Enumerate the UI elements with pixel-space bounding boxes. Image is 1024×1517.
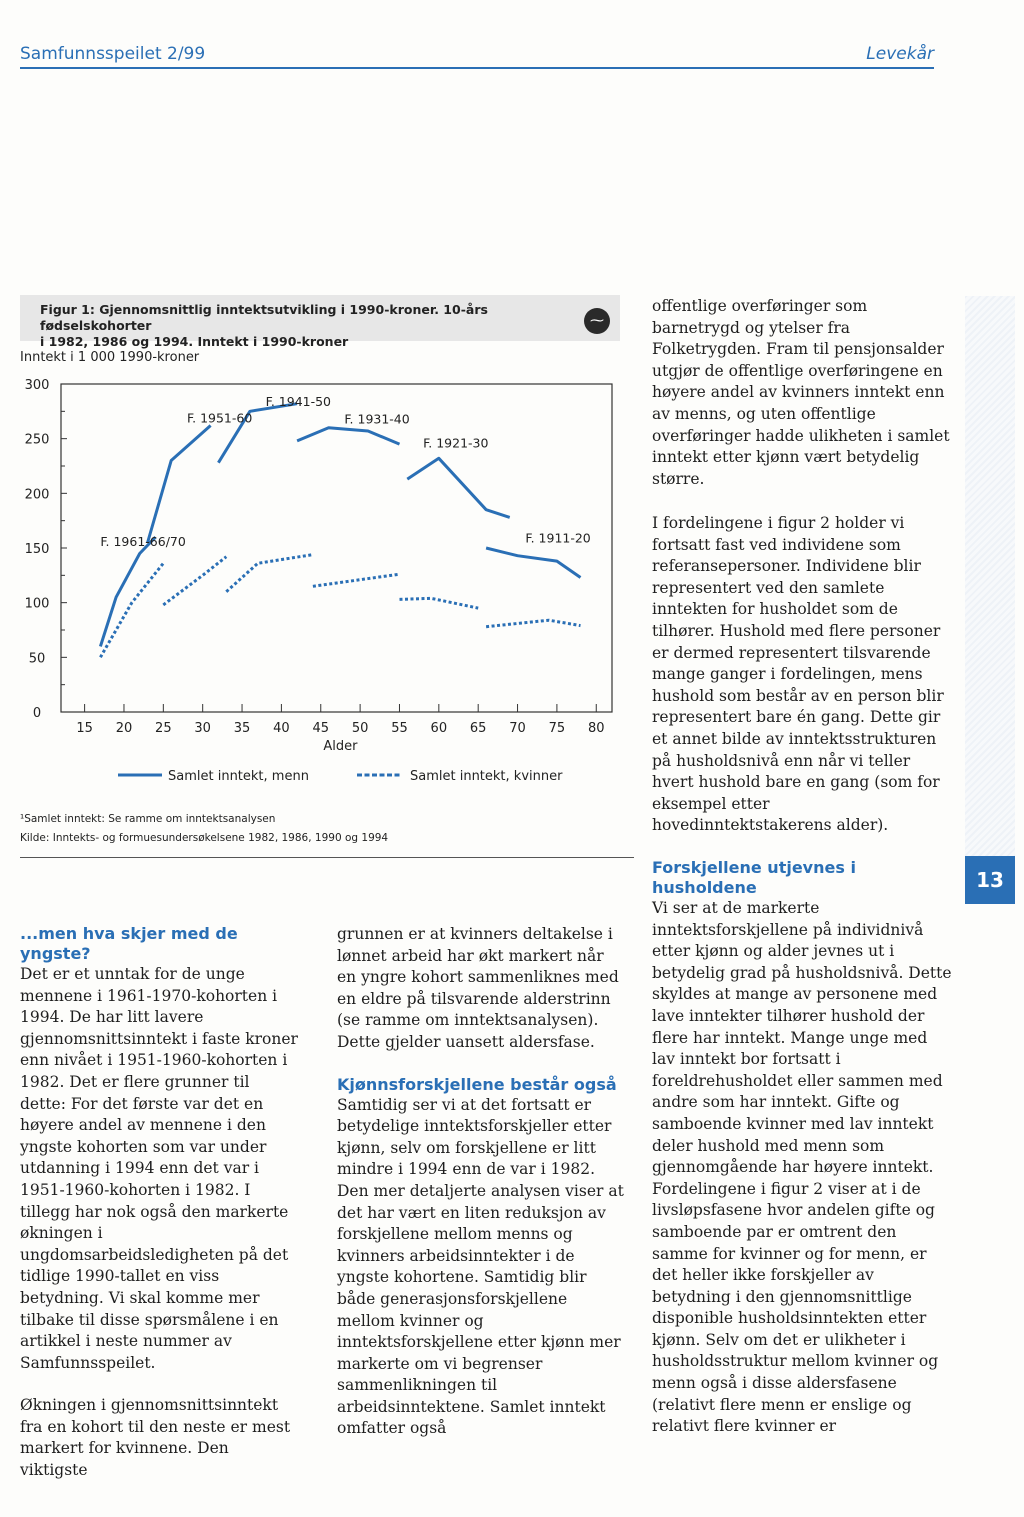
section-heading-gender: Kjønnsforskjellene består også — [337, 1074, 617, 1094]
series-line-men — [486, 548, 580, 578]
series-line-women — [400, 598, 479, 608]
series-line-women — [226, 555, 313, 592]
x-tick-label: 70 — [509, 721, 526, 736]
x-tick-label: 60 — [430, 721, 448, 736]
x-tick-label: 50 — [351, 721, 369, 736]
y-tick-label: 100 — [24, 596, 50, 612]
header-rule — [20, 67, 934, 69]
x-tick-label: 55 — [391, 721, 408, 736]
figure-title-line1: Figur 1: Gjennomsnittlig inntektsutvikling i 1990-kroner. 10-års fødselskohorter — [40, 302, 488, 333]
chart-cohort-labels — [100, 394, 590, 549]
y-tick-label: 0 — [32, 706, 42, 721]
y-tick-label: 200 — [24, 487, 50, 503]
paragraph: Vi ser at de markerte inntektsforskjellene på individnivå etter kjønn og alder jevnes ut i betydelig grad på husholdsnivå. Dette skyldes at mange av personene med lave inntekter tilhører hushold der flere har inntekt. Mange unge med lav inntekt bor fortsatt i foreldrehusholdet eller sammen med andre som har inntekt. Gifte og samboende kvinner med lav inntekt deler hushold med menn som gjennomgående har høyere inntekt. Fordelingene i figur 2 viser at i de livsløpsfasene hvor andelen gifte og samboende par er omtrent den samme for kvinner og for menn, er det heller ikke forskjeller av betydning i den gjennomsnittlige disponible husholdsinntekten etter kjønn. Selv om det er ulikheter i husholdsstruktur mellom kvinner og menn også i disse aldersfasene (relativt flere menn er enslige og relativt flere kvinner er — [652, 899, 952, 1436]
series-line-women — [486, 620, 580, 627]
figure-footnote: ¹Samlet inntekt: Se ramme om inntektsanalysen — [20, 813, 276, 825]
series-line-women — [313, 574, 400, 586]
paragraph: Samtidig ser vi at det fortsatt er betydelige inntektsforskjeller etter kjønn, selv om forskjellene er litt mindre i 1994 enn de var i 1982. Den mer detaljerte analysen viser at det har vært en liten reduksjon av forskjellene mellom menns og kvinners arbeidsinntekter i de yngste kohortene. Samtidig blir både generasjonsforskjellene mellom kvinner og inntektsforskjellene etter kjønn mer markerte om vi begrenser sammenlikningen til arbeidsinntektene. Samlet inntekt omfatter også — [337, 1095, 624, 1438]
paragraph: grunnen er at kvinners deltakelse i lønnet arbeid har økt markert når en yngre kohort sammenliknes med en eldre på tilsvarende alderstrinn (se ramme om inntektsanalysen). Dette gjelder uansett aldersfase. — [337, 925, 619, 1051]
x-tick-label: 80 — [587, 721, 605, 736]
chart-badge-icon: ⁓ — [584, 308, 610, 334]
text-column-1 — [20, 924, 300, 1482]
figure-title — [40, 302, 585, 350]
series-line-men — [297, 428, 399, 444]
cohort-label: F. 1951-60 — [186, 410, 253, 426]
text-column-3-bottom — [652, 858, 952, 1438]
figure-title-line2: i 1982, 1986 og 1994. Inntekt i 1990-kroner — [40, 334, 349, 349]
page-number: 13 — [965, 856, 1015, 904]
series-line-men — [148, 426, 211, 543]
x-tick-label: 40 — [273, 721, 290, 736]
paragraph: I fordelingene i figur 2 holder vi fortsatt fast ved individene som referansepersoner. Individene blir representert ved den samlete inntekten for husholdet som de tilhører. Hushold med flere personer er dermed representert tilsvarende mange ganger i fordelingen, mens hushold som består av en person blir representert bare én gang. Dette gir et annet bilde av inntektsstrukturen på husholdsnivå enn når vi teller hvert hushold bare en gang (som for eksempel etter hovedinntektstakerens alder). — [652, 514, 944, 835]
x-tick-label: 30 — [194, 721, 211, 736]
y-tick-label: 50 — [28, 651, 46, 667]
x-tick-label: 25 — [155, 721, 172, 736]
cohort-label: F. 1921-30 — [423, 435, 489, 451]
text-column-2 — [337, 924, 627, 1440]
section-heading-youngest: ...men hva skjer med de yngste? — [20, 924, 238, 963]
chart-lines — [100, 404, 580, 658]
y-tick-label: 150 — [24, 542, 50, 557]
running-header-section: Levekår — [866, 44, 934, 64]
running-header-title: Samfunnsspeilet 2/99 — [20, 44, 206, 64]
paragraph: Økningen i gjennomsnittsinntekt fra en kohort til den neste er mest markert for kvinnene. Den viktigste — [20, 1396, 291, 1480]
x-tick-label: 45 — [312, 721, 330, 736]
figure-source: Kilde: Inntekts- og formuesundersøkelsene 1982, 1986, 1990 og 1994 — [20, 832, 389, 844]
x-tick-label: 75 — [548, 721, 566, 736]
chart-legend — [118, 769, 563, 784]
legend-label-women: Samlet inntekt, kvinner — [410, 769, 563, 784]
y-axis-label: Inntekt i 1 000 1990-kroner — [20, 350, 200, 365]
text-column-3-mid — [652, 513, 952, 837]
x-tick-label: 15 — [76, 721, 93, 736]
text-column-3-top — [652, 296, 952, 490]
legend-label-men: Samlet inntekt, menn — [168, 769, 309, 784]
y-tick-label: 300 — [24, 378, 50, 393]
series-line-women — [100, 563, 163, 657]
cohort-label: F. 1931-40 — [344, 411, 410, 427]
x-axis-label: Alder — [323, 739, 358, 754]
series-line-men — [100, 537, 155, 646]
paragraph: Det er et unntak for de unge mennene i 1961-1970-kohorten i 1994. De har litt lavere gjennomsnittsinntekt i faste kroner enn nivået i 1951-1960-kohorten i 1982. Det er flere grunner til dette: For det første var det en høyere andel av mennene i den yngste kohorten som var under utdanning i 1994 enn det var i 1951-1960-kohorten i 1982. I tillegg har nok også den markerte økningen i ungdomsarbeidsledigheten på det tidlige 1990-tallet en viss betydning. Vi skal komme mer tilbake til disse spørsmålene i en artikkel i neste nummer av Samfunnsspeilet. — [20, 965, 298, 1372]
figure-rule — [20, 857, 634, 858]
cohort-label: F. 1941-50 — [265, 393, 332, 409]
x-tick-label: 35 — [233, 721, 251, 736]
paragraph: offentlige overføringer som barnetrygd og ytelser fra Folketrygden. Fram til pensjonsalder utgjør de offentlige overføringene en høyere andel av kvinners inntekt enn av menns, og uten offentlige overføringer hadde ulikheten i samlet inntekt etter kjønn vært betydelig større. — [652, 297, 950, 488]
series-line-men — [407, 458, 509, 517]
series-line-women — [163, 557, 226, 605]
y-tick-label: 250 — [24, 432, 50, 448]
income-chart — [0, 360, 620, 800]
cohort-label: F. 1911-20 — [525, 530, 591, 546]
x-tick-label: 20 — [115, 721, 133, 736]
margin-band — [965, 296, 1015, 856]
cohort-label: F. 1961-66/70 — [100, 533, 186, 549]
x-tick-label: 65 — [469, 721, 487, 736]
section-heading-households: Forskjellene utjevnes i husholdene — [652, 858, 856, 897]
